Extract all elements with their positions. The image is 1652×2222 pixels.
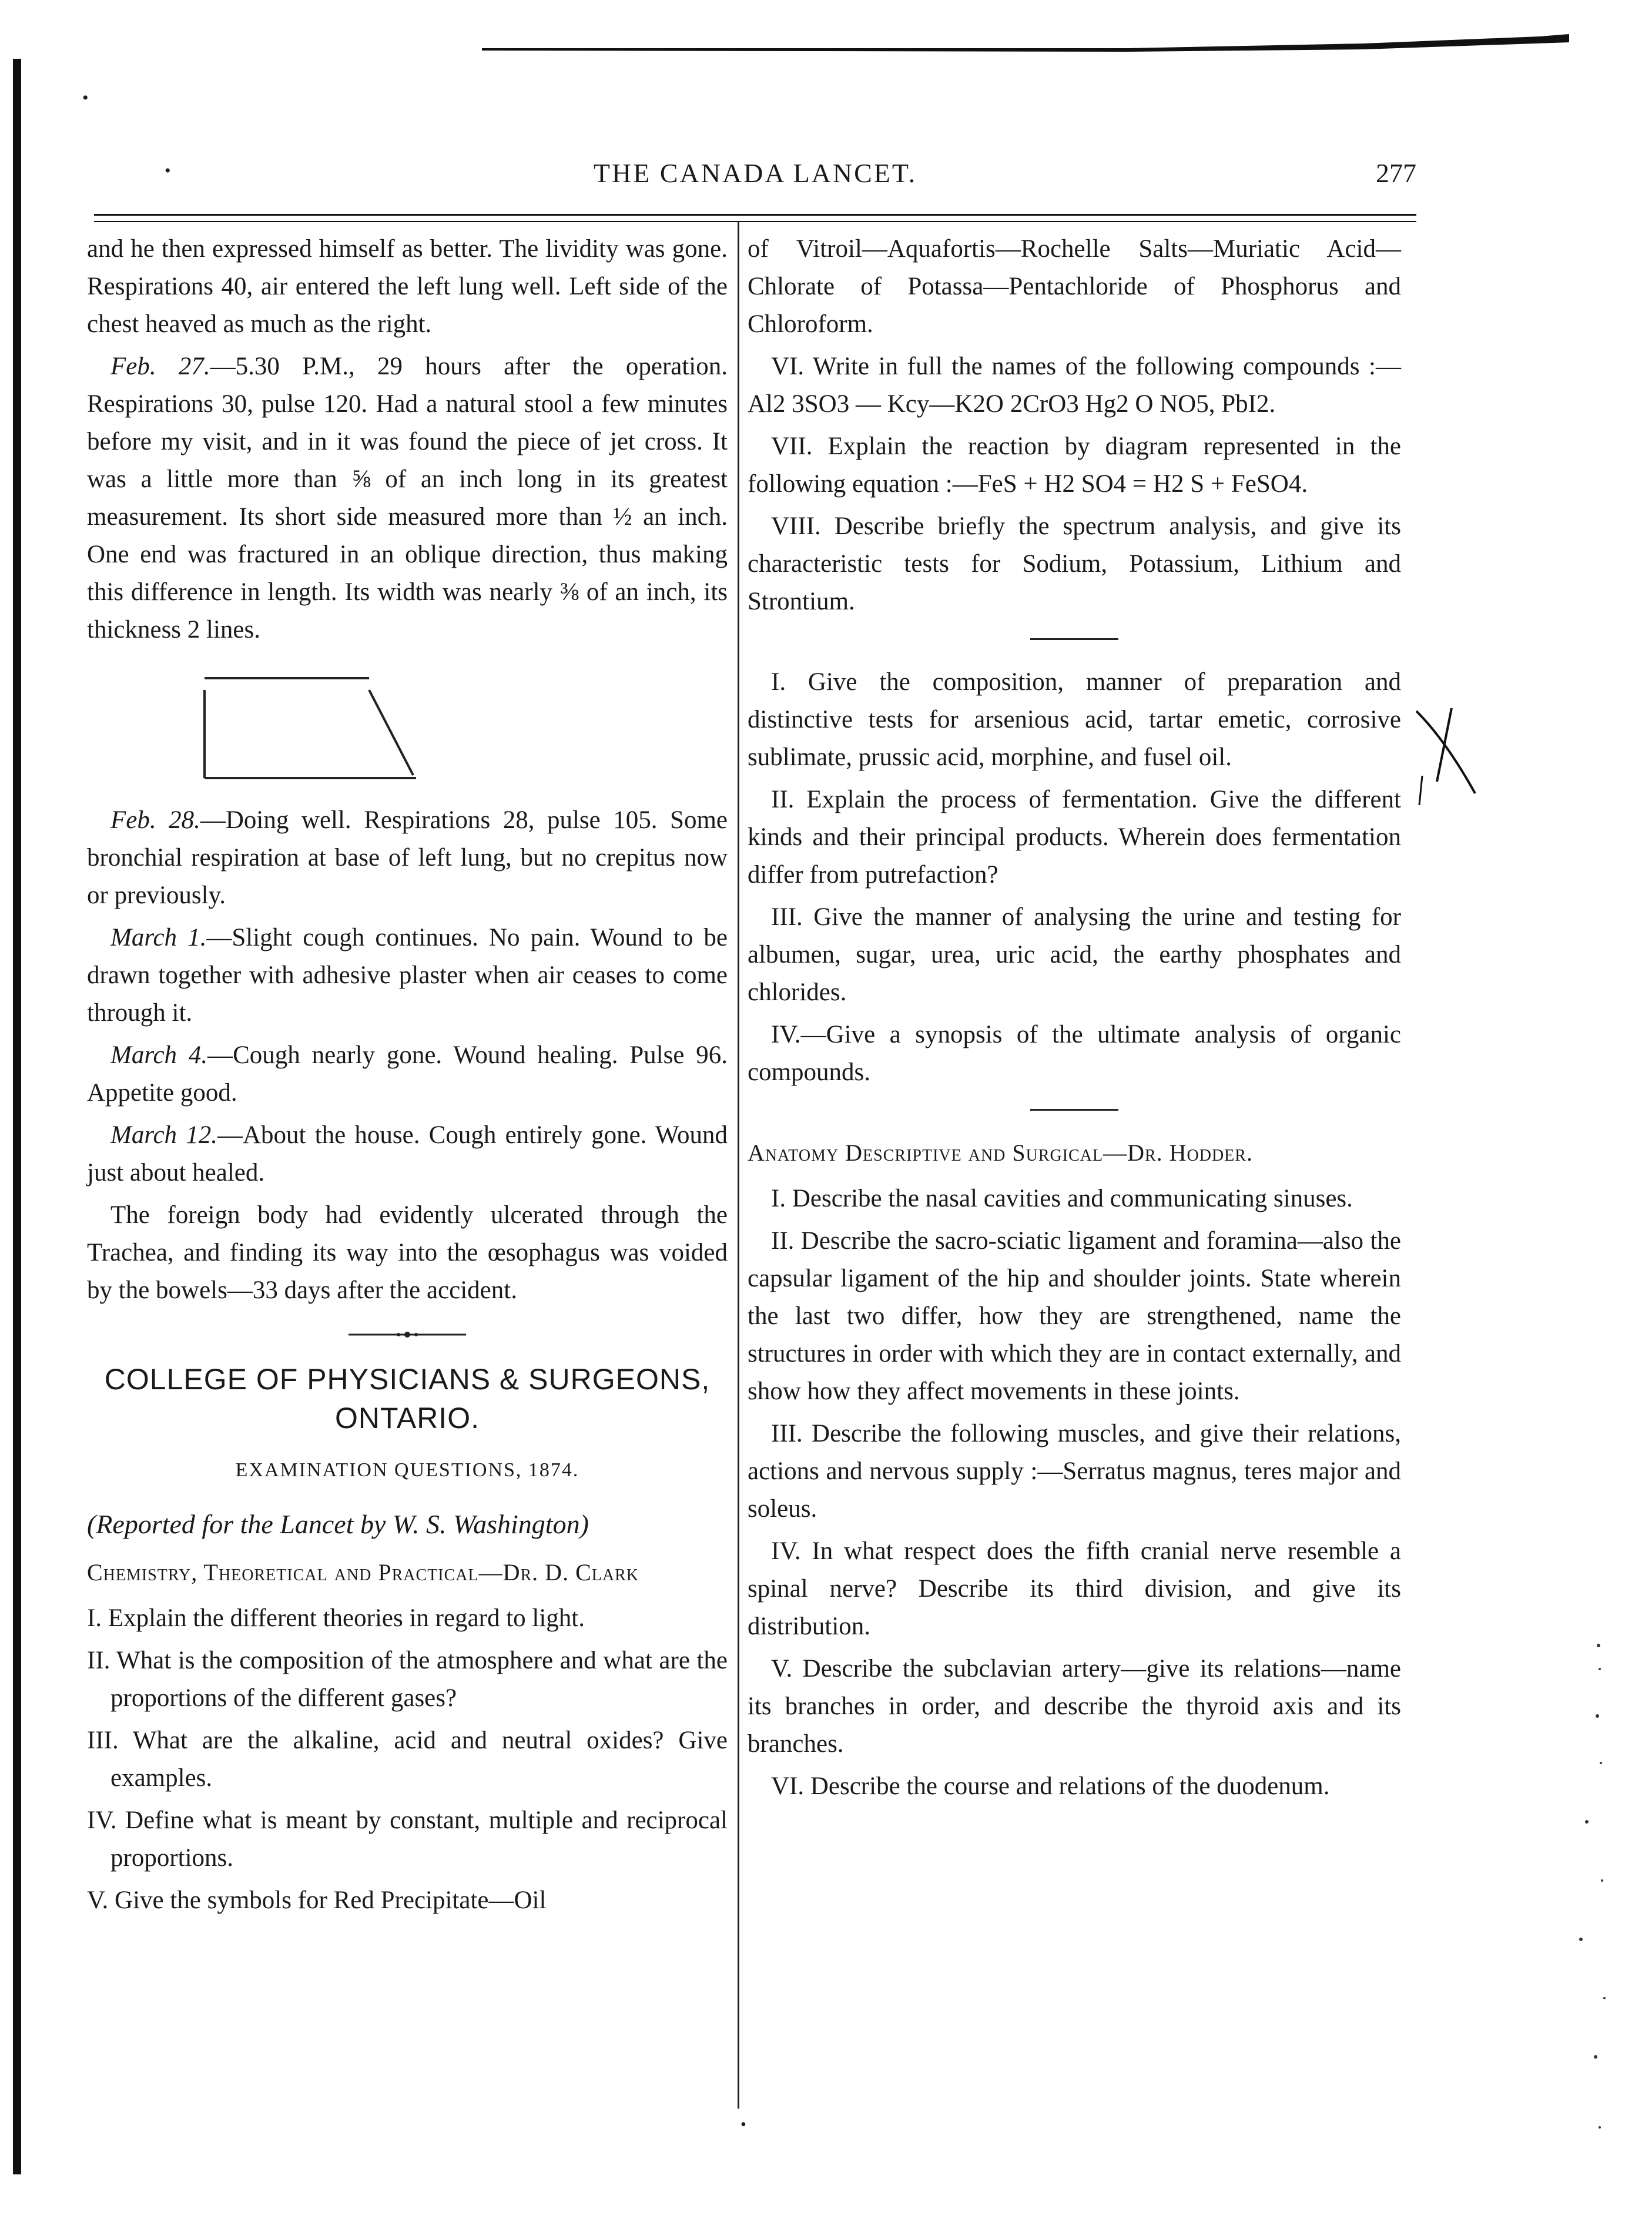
note-text: —About the house. Cough entirely gone. Wound just about healed.: [87, 1121, 728, 1187]
running-title: THE CANADA LANCET.: [593, 158, 917, 188]
case-note-march4: [87, 1037, 728, 1112]
case-note-feb28: [87, 802, 728, 914]
header-double-rule: [94, 214, 1416, 222]
question-item: III. What are the alkaline, acid and neutral oxides? Give examples.: [87, 1727, 728, 1792]
column-divider: [738, 222, 739, 2109]
right-column: [748, 230, 1401, 1810]
note-text: —Doing well. Respirations 28, pulse 105. Some bronchial respiration at base of left lung, but no crepitus now or previously.: [87, 806, 728, 909]
question-item: VI. Describe the course and relations of the duodenum.: [771, 1772, 1330, 1800]
section-heading-anatomy: Anatomy Descriptive and Surgical—Dr. Hodder.: [748, 1140, 1253, 1166]
reporter-credit: (Reported for the Lancet by W. S. Washington): [87, 1509, 589, 1539]
left-column: [87, 230, 728, 1924]
note-text: —5.30 P.M., 29 hours after the operation. Respirations 30, pulse 120. Had a natural stool a few minutes before my visit, and in it was found the piece of jet cross. It was a little more than ⅝ of an inch long in its greatest measurement. Its short side measured more than ½ an inch. One end was fractured in an oblique direction, thus making this difference in length. Its width was nearly ⅜ of an inch, its thickness 2 lines.: [87, 353, 728, 644]
case-note-march12: [87, 1117, 728, 1192]
paragraph: The foreign body had evidently ulcerated through the Trachea, and finding its way into the œsophagus was voided by the bowels—33 days after the accident.: [87, 1201, 728, 1304]
case-note-feb27: [87, 348, 728, 649]
date-label: March 1.: [110, 924, 207, 951]
question-item: III. Describe the following muscles, and give their relations, actions and nervous supply :—Serratus magnus, teres major and soleus.: [748, 1420, 1401, 1523]
question-item: IV.—Give a synopsis of the ultimate analysis of organic compounds.: [748, 1021, 1401, 1086]
bottom-speck: •: [740, 2116, 746, 2134]
note-text: —Cough nearly gone. Wound healing. Pulse 96. Appetite good.: [87, 1041, 728, 1107]
left-margin-rule: [13, 59, 21, 2174]
section-heading-chemistry: Chemistry, Theoretical and Practical—Dr. D. Clark: [87, 1559, 639, 1586]
question-item: IV. Define what is meant by constant, multiple and reciprocal proportions.: [87, 1807, 728, 1872]
question-continuation: of Vitroil—Aquafortis—Rochelle Salts—Muriatic Acid—Chlorate of Potassa—Pentachloride of Phosphorus and Chloroform.: [748, 235, 1401, 338]
handwritten-x-mark: [1410, 705, 1481, 811]
question-item: VIII. Describe briefly the spectrum analysis, and give its characteristic tests for Sodium, Potassium, Lithium and Strontium.: [748, 512, 1401, 615]
margin-specks: [1563, 1634, 1634, 2163]
question-item: III. Give the manner of analysing the urine and testing for albumen, sugar, urea, uric acid, the earthy phosphates and chlorides.: [748, 903, 1401, 1006]
note-text: —Slight cough continues. No pain. Wound to be drawn together with adhesive plaster when air ceases to come through it.: [87, 924, 728, 1027]
question-item: I. Explain the different theories in regard to light.: [87, 1604, 585, 1632]
question-item: IV. In what respect does the fifth cranial nerve resemble a spinal nerve? Describe its third division, and give its distribution.: [748, 1537, 1401, 1640]
college-title: COLLEGE OF PHYSICIANS & SURGEONS, ONTARIO.: [104, 1363, 711, 1435]
question-item: V. Describe the subclavian artery—give its relations—name its branches in order, and describe the thyroid axis and its branches.: [748, 1655, 1401, 1758]
question-item: I. Describe the nasal cavities and communicating sinuses.: [771, 1185, 1353, 1212]
section-divider-rule: [1030, 638, 1118, 640]
question-item: V. Give the symbols for Red Precipitate—Oil: [87, 1886, 547, 1914]
question-item: II. What is the composition of the atmosphere and what are the proportions of the different gases?: [87, 1647, 728, 1712]
header-speck: •: [165, 161, 171, 180]
question-item: II. Explain the process of fermentation. Give the different kinds and their principal products. Wherein does fermentation differ from putrefaction?: [748, 786, 1401, 889]
question-item: I. Give the composition, manner of preparation and distinctive tests for arsenious acid, tartar emetic, corrosive sublimate, prussic acid, morphine, and fusel oil.: [748, 668, 1401, 771]
paragraph: and he then expressed himself as better. The lividity was gone. Respirations 40, air entered the left lung well. Left side of the chest heaved as much as the right.: [87, 235, 728, 338]
top-ink-smudge: [482, 31, 1569, 54]
speck-mark: •: [82, 88, 89, 108]
date-label: March 4.: [110, 1041, 208, 1069]
question-item: VII. Explain the reaction by diagram represented in the following equation :—FeS + H2 SO4 = H2 S + FeSO4.: [748, 433, 1401, 498]
page-number: 277: [1376, 158, 1416, 188]
question-item: II. Describe the sacro-sciatic ligament and foramina—also the capsular ligament of the hip and shoulder joints. State wherein the last two differ, how they are strengthened, name the structures in order with which they are in contact externally, and show how they affect movements in these joints.: [748, 1227, 1401, 1405]
jet-cross-fragment-figure: [199, 672, 422, 784]
date-label: Feb. 28.: [110, 806, 200, 834]
section-divider-rule: [1030, 1109, 1118, 1111]
question-item: VI. Write in full the names of the following compounds :—Al2 3SO3 — Kcy—K2O 2CrO3 Hg2 O NO5, PbI2.: [748, 353, 1401, 418]
case-note-march1: [87, 919, 728, 1032]
page-header: [94, 157, 1416, 205]
exam-subtitle: EXAMINATION QUESTIONS, 1874.: [235, 1459, 579, 1481]
date-label: Feb. 27.: [110, 353, 210, 380]
ornamental-rule: [349, 1330, 466, 1339]
date-label: March 12.: [110, 1121, 217, 1149]
